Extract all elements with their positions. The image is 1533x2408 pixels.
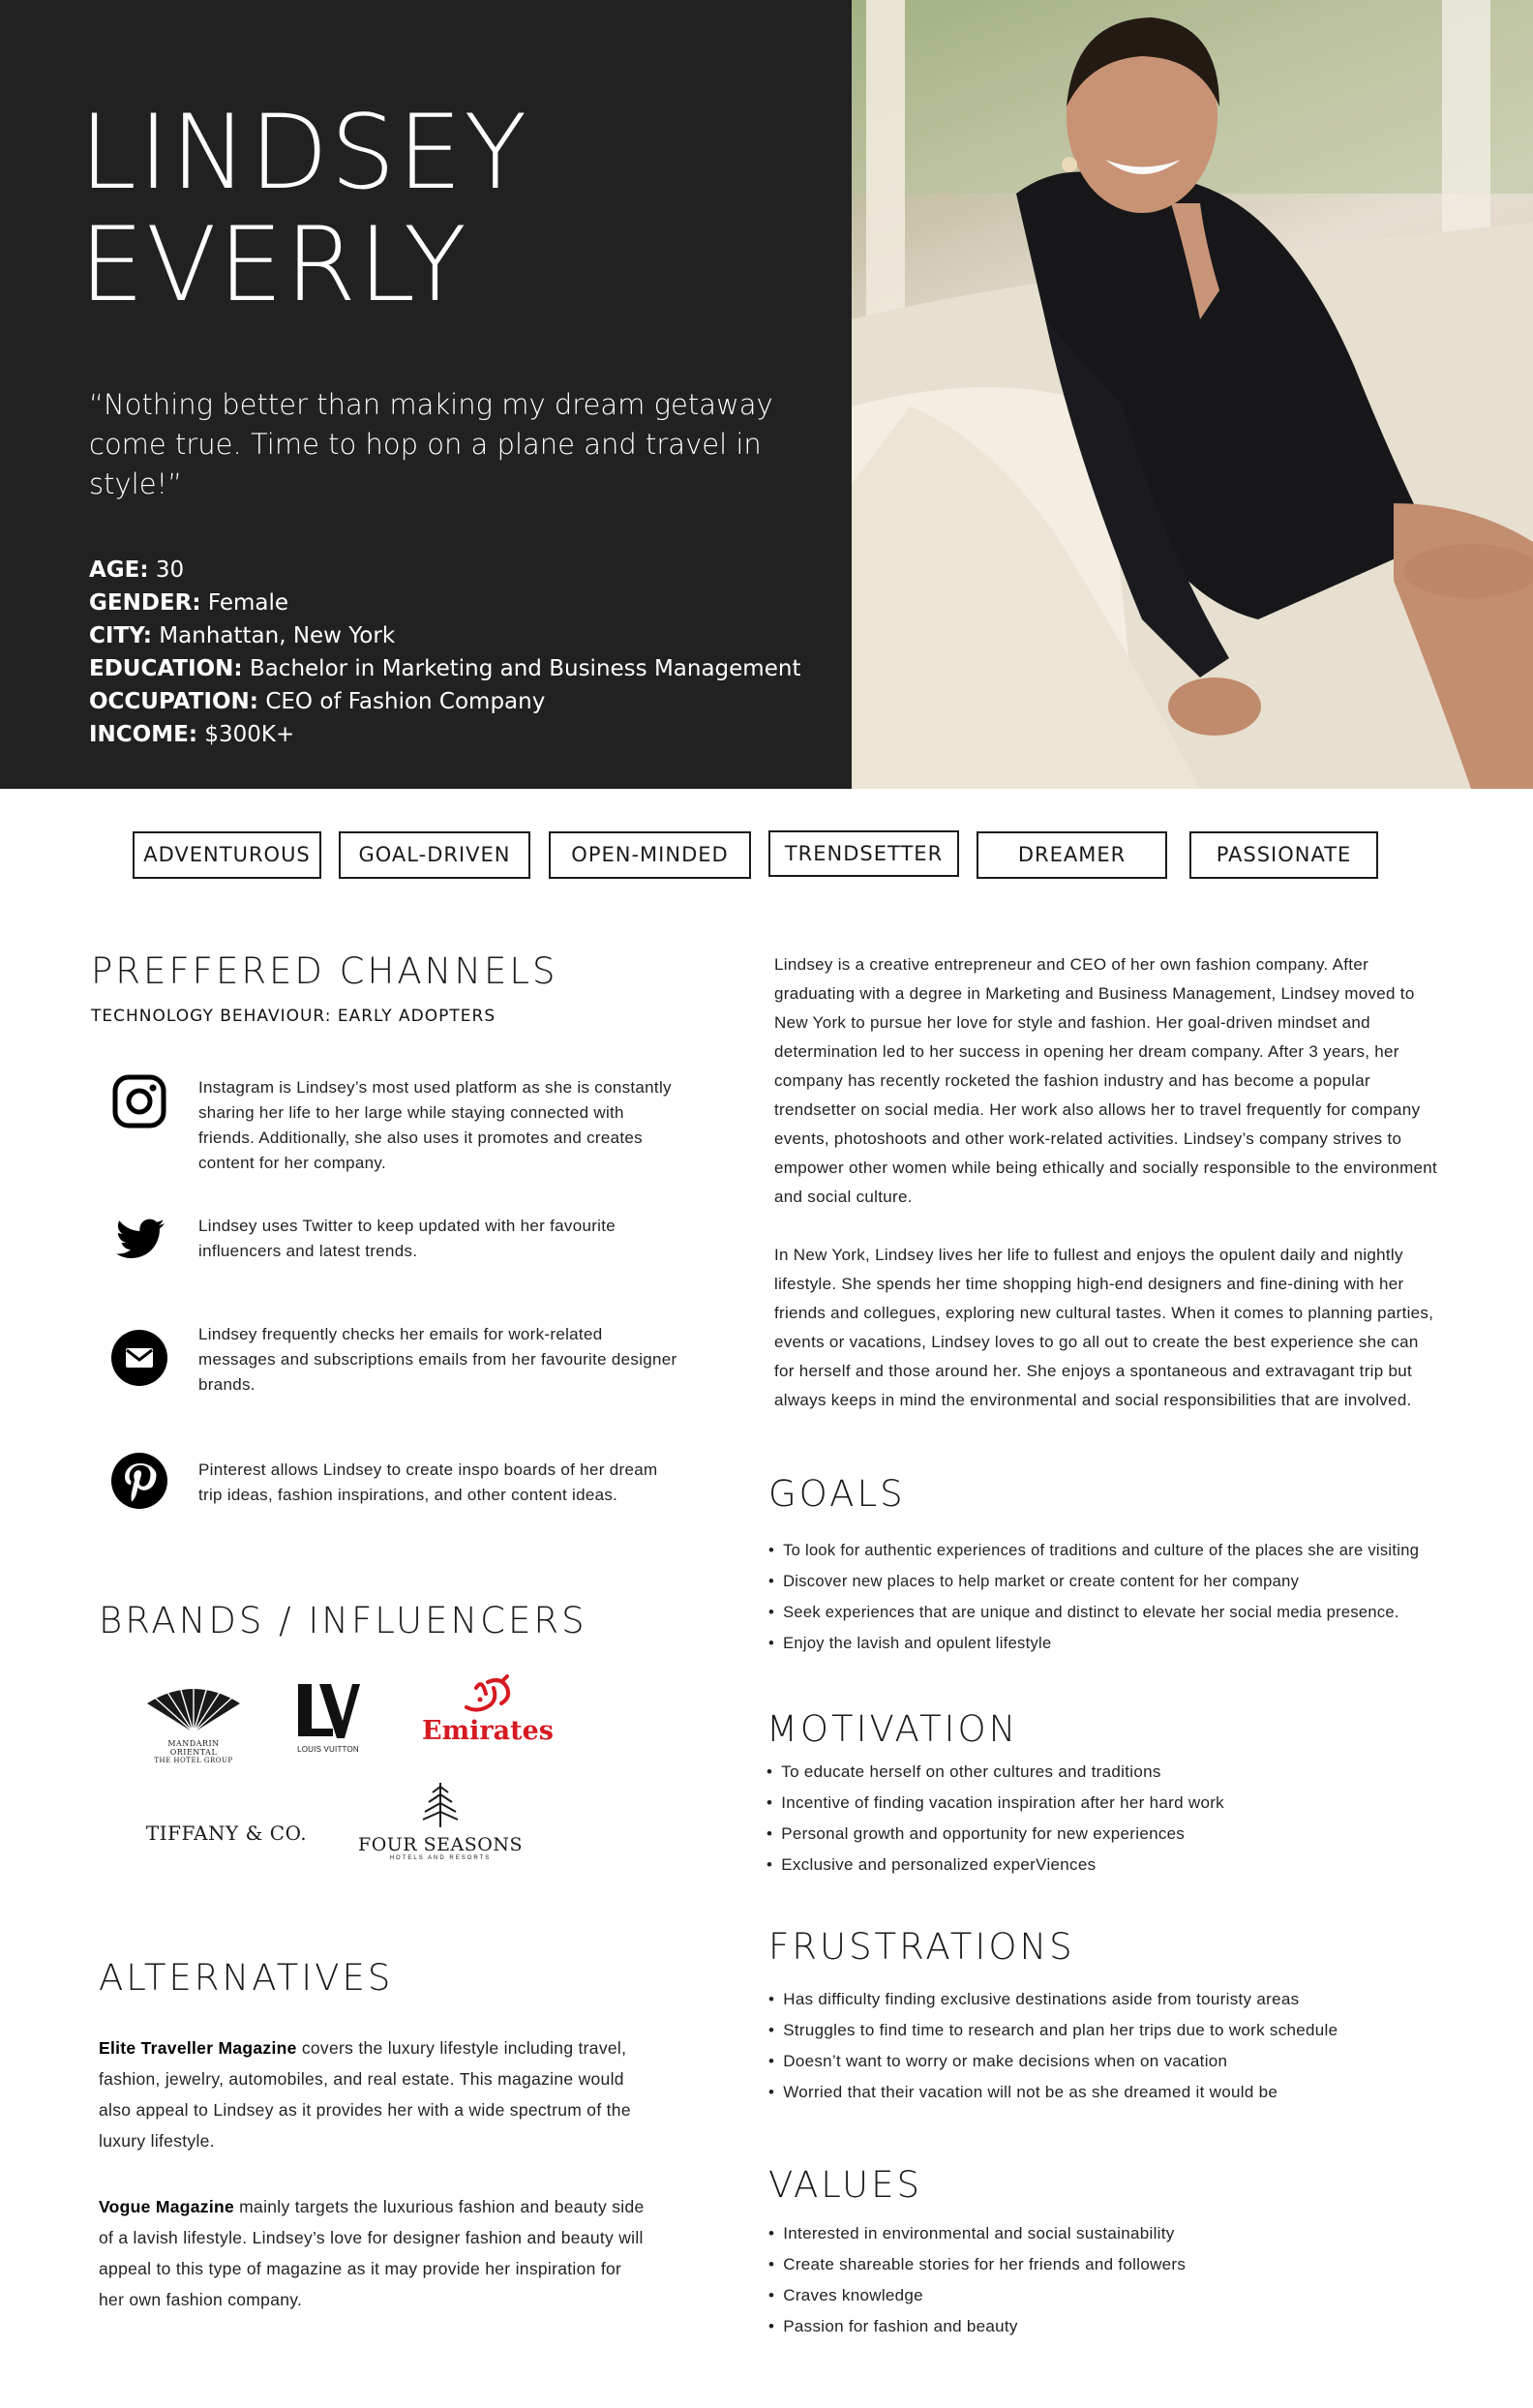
trait-tag: GOAL-DRIVEN [339,831,530,879]
stat-gender: GENDER: Female [89,590,289,616]
lv-text: LOUIS VUITTON [297,1745,359,1754]
list-item: • Exclusive and personalized experViences [766,1850,1463,1881]
four-seasons-text: FOUR SEASONS [358,1834,523,1855]
persona-photo [852,0,1533,789]
channel-pinterest-text: Pinterest allows Lindsey to create inspo boards of her dream trip ideas, fashion inspirations, and other content ideas. [198,1460,658,1504]
stat-city: CITY: Manhattan, New York [89,623,396,648]
list-item: • To educate herself on other cultures and traditions [766,1757,1463,1788]
frustrations-title: FRUSTRATIONS [768,1926,1075,1968]
tiffany-logo [145,1821,308,1845]
lv-monogram-icon [294,1682,362,1742]
mandarin-subtext: THE HOTEL GROUP [154,1757,233,1764]
twitter-icon [110,1210,168,1268]
alternative-desc: mainly targets the luxurious fashion and beauty side of a lavish lifestyle. Lindsey’s love for designer fashion and beauty will appeal to this type of magazine as it may provide her inspiration for her own fashion company. [99,2197,645,2309]
list-item: • Enjoy the lavish and opulent lifestyle [768,1628,1465,1659]
channel-twitter-text: Lindsey uses Twitter to keep updated with her favourite influencers and latest trends. [198,1217,616,1260]
stat-education: EDUCATION: Bachelor in Marketing and Business Management [89,656,801,681]
mandarin-text: MANDARIN ORIENTAL [167,1739,220,1757]
list-item: • Craves knowledge [768,2280,1465,2311]
alternative-item [99,2191,650,2315]
bio-paragraph-1: Lindsey is a creative entrepreneur and CEO of her own fashion company. After graduating with a degree in Marketing and Business Management, Lindsey moved to New York to pursue her love for style and fashion. Her goal-driven mindset and determination led to her success in opening her dream company. After 3 years, her company has recently rocketed the fashion industry and has become a popular trendsetter on social media. Her work also allows her to travel frequently for company events, photoshoots and other work-related activities. Lindsey’s company strives to empower other women while being ethically and socially responsible to the environment and social culture. [774,955,1438,1206]
persona-quote: “Nothing better than making my dream getaway come true. Time to hop on a plane and travel in style!” [89,388,773,500]
alternative-item [99,2032,650,2156]
demographics [89,554,800,751]
fan-icon [145,1684,242,1734]
list-item: • Create shareable stories for her friends and followers [768,2249,1465,2280]
alternative-name: Vogue Magazine [99,2197,235,2216]
louis-vuitton-logo [286,1682,370,1754]
trait-tag: TRENDSETTER [768,830,959,877]
stat-occupation: OCCUPATION: CEO of Fashion Company [89,689,546,714]
tiffany-text: TIFFANY & CO. [145,1821,308,1845]
four-seasons-subtext: HOTELS AND RESORTS [389,1855,492,1861]
motivation-title: MOTIVATION [766,1708,1019,1750]
four-seasons-logo [358,1779,523,1861]
bio-paragraph-2: In New York, Lindsey lives her life to fullest and enjoys the opulent daily and nightly lifestyle. She spends her time shopping high-end designers and fine-dining with her friends and collegues, exploring new cultural tastes. When it comes to planning parties, events or vacations, Lindsey loves to go all out to create the best experience she can for herself and those around her. She enjoys a spontaneous and extravagant trip but always keeps in mind the environmental and social responsibilities that are involved. [774,1246,1434,1409]
stat-age: AGE: 30 [89,557,185,583]
name-first: LINDSEY [79,93,529,212]
name-last: EVERLY [79,205,468,324]
list-item: • Worried that their vacation will not be as she dreamed it would be [768,2077,1465,2108]
channels-title: PREFFERED CHANNELS [91,950,558,992]
channels-subtitle: TECHNOLOGY BEHAVIOUR: EARLY ADOPTERS [91,1007,496,1026]
goals-title: GOALS [768,1473,906,1515]
list-item: • Incentive of finding vacation inspiration after her hard work [766,1788,1463,1819]
list-item: • Interested in environmental and social sustainability [768,2218,1465,2249]
list-item: • To look for authentic experiences of traditions and culture of the places she are visiting [768,1535,1465,1566]
emirates-logo [422,1674,554,1746]
persona-name [79,93,529,324]
goals-list [768,1535,1465,1659]
stat-income: INCOME: $300K+ [89,722,295,747]
channel-instagram-text: Instagram is Lindsey’s most used platform as she is constantly sharing her life to her large while staying connected with friends. Additionally, she also uses it promotes and creates content for her company. [198,1078,672,1172]
alternative-name: Elite Traveller Magazine [99,2038,297,2058]
list-item: • Seek experiences that are unique and distinct to elevate her social media presence. [768,1597,1465,1628]
tree-icon [419,1779,462,1829]
mandarin-oriental-logo [143,1684,244,1764]
trait-tag: DREAMER [977,831,1167,879]
email-icon [110,1329,168,1387]
pinterest-icon [110,1452,168,1510]
brands-title: BRANDS / INFLUENCERS [99,1600,587,1641]
values-list [768,2218,1465,2342]
list-item: • Personal growth and opportunity for new experiences [766,1819,1463,1850]
values-title: VALUES [768,2164,922,2206]
emirates-text: Emirates [422,1716,554,1746]
frustrations-list [768,1984,1465,2108]
trait-tag: PASSIONATE [1189,831,1378,879]
list-item: • Struggles to find time to research and plan her trips due to work schedule [768,2015,1465,2046]
emirates-calligraphy-icon [459,1674,517,1715]
trait-tag: ADVENTUROUS [133,831,321,879]
trait-tag: OPEN-MINDED [549,831,751,879]
instagram-icon [110,1072,168,1130]
list-item: • Discover new places to help market or create content for her company [768,1566,1465,1597]
alternatives-title: ALTERNATIVES [99,1957,394,1999]
channel-email-text: Lindsey frequently checks her emails for work-related messages and subscriptions emails from her favourite designer brands. [198,1325,677,1394]
list-item: • Has difficulty finding exclusive destinations aside from touristy areas [768,1984,1465,2015]
list-item: • Passion for fashion and beauty [768,2311,1465,2342]
alternative-desc: covers the luxury lifestyle including travel, fashion, jewelry, automobiles, and real estate. This magazine would also appeal to Lindsey as it provides her with a wide spectrum of the luxury lifestyle. [99,2038,631,2151]
list-item: • Doesn’t want to worry or make decisions when on vacation [768,2046,1465,2077]
motivation-list [766,1757,1463,1881]
